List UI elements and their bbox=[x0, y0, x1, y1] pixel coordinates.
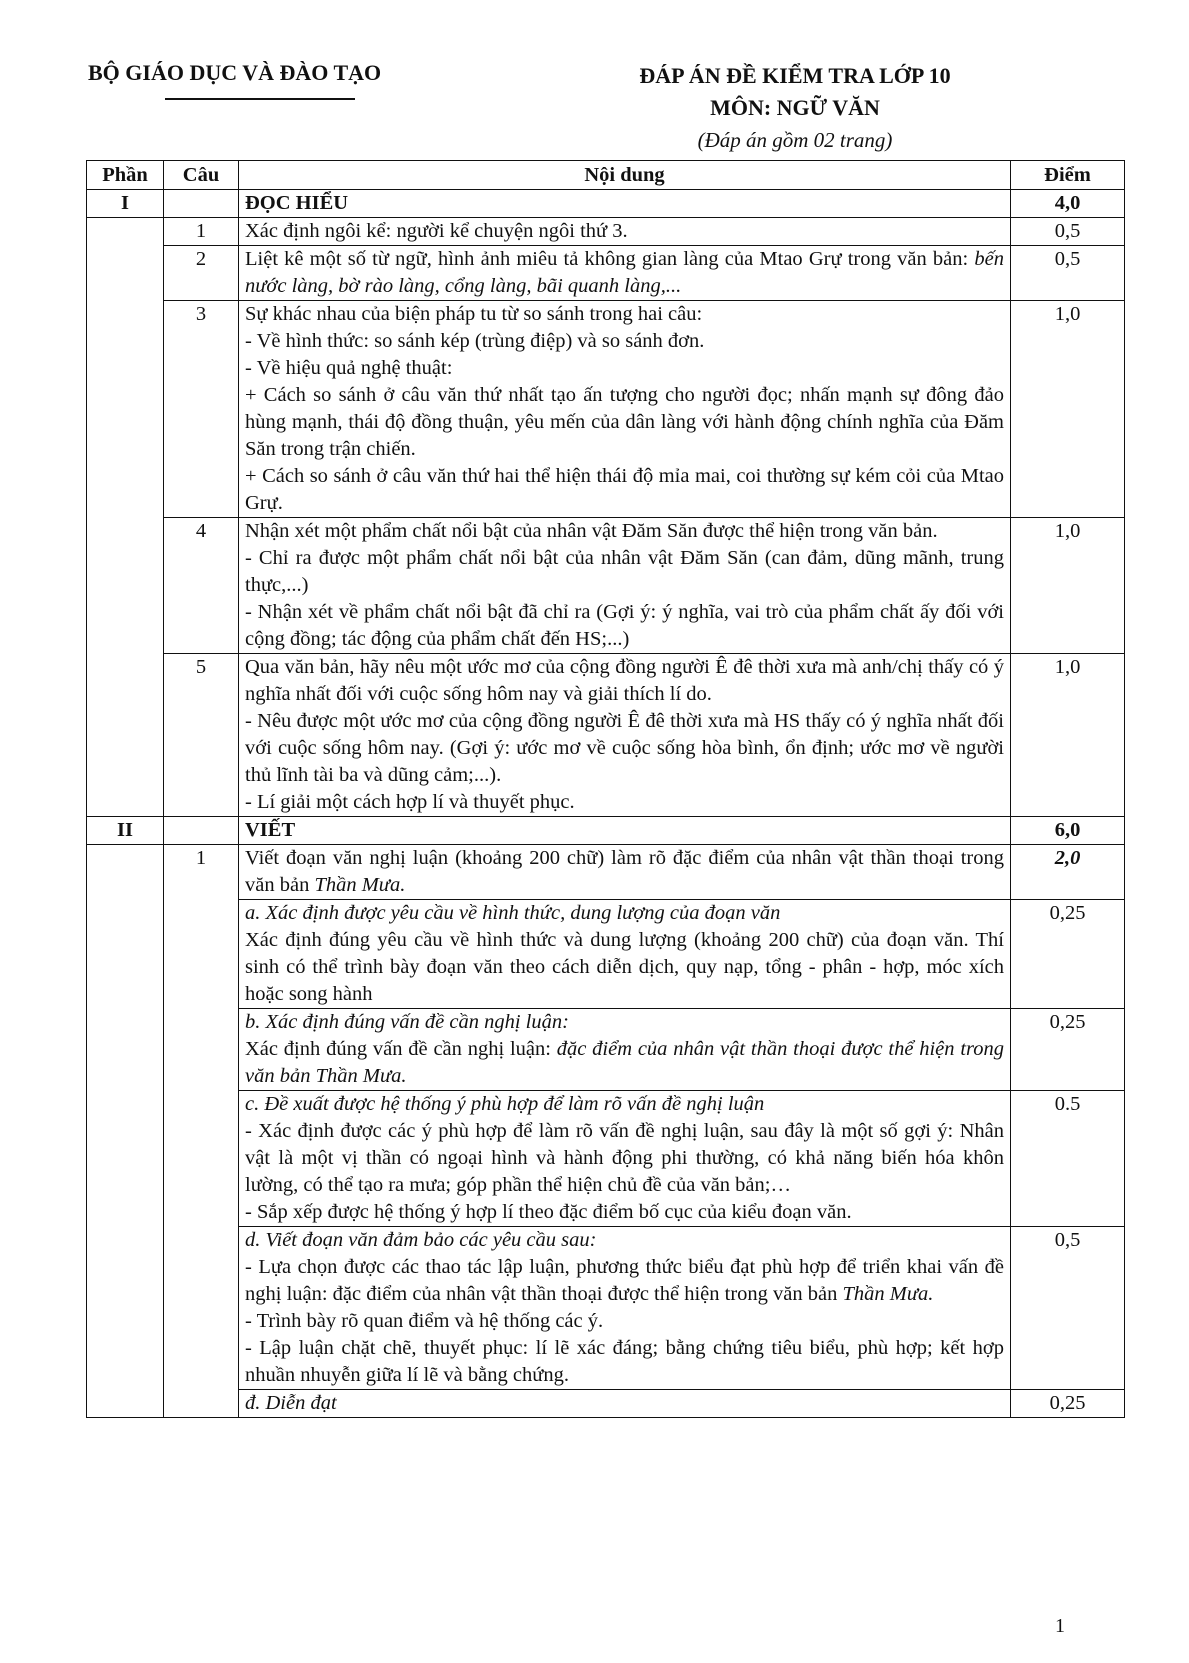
page-number: 1 bbox=[1055, 1615, 1065, 1637]
question-content: Liệt kê một số từ ngữ, hình ảnh miêu tả không gian làng của Mtao Grự trong văn bản: bến nước làng, bờ rào làng, cổng làng, bãi quanh làng,... bbox=[239, 246, 1011, 301]
table-row bbox=[87, 900, 1125, 1009]
answer-table bbox=[86, 160, 1125, 1418]
table-row bbox=[87, 1009, 1125, 1091]
table-row bbox=[87, 246, 1125, 301]
criterion-score: 0,25 bbox=[1011, 1009, 1125, 1091]
question-content: Xác định ngôi kể: người kể chuyện ngôi thứ 3. bbox=[239, 218, 1011, 246]
criterion-score: 0.5 bbox=[1011, 1091, 1125, 1227]
criterion-score: 0,25 bbox=[1011, 1390, 1125, 1418]
criterion-content: a. Xác định được yêu cầu về hình thức, dung lượng của đoạn văn Xác định đúng yêu cầu về hình thức và dung lượng (khoảng 200 chữ) của đoạn văn. Thí sinh có thể trình bày đoạn văn theo cách diễn dịch, quy nạp, tổng - phân - hợp, móc xích hoặc song hành bbox=[239, 900, 1011, 1009]
document-title: ĐÁP ÁN ĐỀ KIỂM TRA LỚP 10 bbox=[639, 63, 951, 88]
section-part: I bbox=[87, 190, 164, 218]
section-score: 6,0 bbox=[1011, 817, 1125, 845]
header-question: Câu bbox=[164, 161, 239, 190]
section-score: 4,0 bbox=[1011, 190, 1125, 218]
table-row bbox=[87, 1091, 1125, 1227]
section-title: ĐỌC HIỂU bbox=[239, 190, 1011, 218]
table-row bbox=[87, 518, 1125, 654]
question-score: 1,0 bbox=[1011, 518, 1125, 654]
criterion-score: 0,25 bbox=[1011, 900, 1125, 1009]
question-score: 0,5 bbox=[1011, 246, 1125, 301]
table-row bbox=[87, 218, 1125, 246]
section-title: VIẾT bbox=[239, 817, 1011, 845]
question-number: 1 bbox=[164, 218, 239, 246]
question-content: Sự khác nhau của biện pháp tu từ so sánh trong hai câu: - Về hình thức: so sánh kép (trùng điệp) và so sánh đơn. - Về hiệu quả nghệ thuật: + Cách so sánh ở câu văn thứ nhất tạo ấn tượng cho người đọc; nhấn mạnh sự đông đảo hùng mạnh, thái độ đồng thuận, yêu mến của dân làng với hành động chính nghĩa của Đăm Săn trong trận chiến. + Cách so sánh ở câu văn thứ hai thể hiện thái độ mỉa mai, coi thường sự kém cỏi của Mtao Grự. bbox=[239, 301, 1011, 518]
question-score: 0,5 bbox=[1011, 218, 1125, 246]
header-part: Phần bbox=[87, 161, 164, 190]
section-part: II bbox=[87, 817, 164, 845]
question-number: 2 bbox=[164, 246, 239, 301]
question-score: 1,0 bbox=[1011, 654, 1125, 817]
question-number: 5 bbox=[164, 654, 239, 817]
ministry-underline bbox=[165, 98, 355, 100]
question-content: Qua văn bản, hãy nêu một ước mơ của cộng đồng người Ê đê thời xưa mà anh/chị thấy có ý nghĩa nhất đối với cuộc sống hôm nay và giải thích lí do. - Nêu được một ước mơ của cộng đồng người Ê đê thời xưa mà HS thấy có ý nghĩa nhất đối với cuộc sống hôm nay. (Gợi ý: ước mơ về cuộc sống hòa bình, ổn định; ước mơ về người thủ lĩnh tài ba và dũng cảm;...). - Lí giải một cách hợp lí và thuyết phục. bbox=[239, 654, 1011, 817]
table-row bbox=[87, 301, 1125, 518]
question-number: 4 bbox=[164, 518, 239, 654]
table-row bbox=[87, 845, 1125, 900]
criterion-content: đ. Diễn đạt bbox=[239, 1390, 1011, 1418]
table-row bbox=[87, 654, 1125, 817]
header-content: Nội dung bbox=[239, 161, 1011, 190]
page-count-note: (Đáp án gồm 02 trang) bbox=[697, 128, 893, 152]
table-row bbox=[87, 1390, 1125, 1418]
question-number: 3 bbox=[164, 301, 239, 518]
question-score: 1,0 bbox=[1011, 301, 1125, 518]
table-row bbox=[87, 1227, 1125, 1390]
section-row-reading bbox=[87, 190, 1125, 218]
document-heading bbox=[600, 60, 990, 156]
question-score: 2,0 bbox=[1011, 845, 1125, 900]
question-content: Viết đoạn văn nghị luận (khoảng 200 chữ) làm rõ đặc điểm của nhân vật thần thoại trong văn bản Thần Mưa. bbox=[239, 845, 1011, 900]
subject-title: MÔN: NGỮ VĂN bbox=[710, 95, 880, 120]
question-number: 1 bbox=[164, 845, 239, 900]
criterion-content: b. Xác định đúng vấn đề cần nghị luận: Xác định đúng vấn đề cần nghị luận: đặc điểm của nhân vật thần thoại được thể hiện trong văn bản Thần Mưa. bbox=[239, 1009, 1011, 1091]
header-score: Điểm bbox=[1011, 161, 1125, 190]
question-content: Nhận xét một phẩm chất nổi bật của nhân vật Đăm Săn được thể hiện trong văn bản. - Chỉ ra được một phẩm chất nổi bật của nhân vật Đăm Săn (can đảm, dũng mãnh, trung thực,...) - Nhận xét về phẩm chất nổi bật đã chỉ ra (Gợi ý: ý nghĩa, vai trò của phẩm chất ấy đối với cộng đồng; tác động của phẩm chất đến HS;...) bbox=[239, 518, 1011, 654]
criterion-content: c. Đề xuất được hệ thống ý phù hợp để làm rõ vấn đề nghị luận - Xác định được các ý phù hợp để làm rõ vấn đề nghị luận, sau đây là một số gợi ý: Nhân vật là một vị thần có ngoại hình và hành động phi thường, có khả năng biến hóa khôn lường, có thể tạo ra mưa; góp phần thể hiện chủ đề của văn bản;… - Sắp xếp được hệ thống ý hợp lí theo đặc điểm bố cục của kiểu đoạn văn. bbox=[239, 1091, 1011, 1227]
ministry-name: BỘ GIÁO DỤC VÀ ĐÀO TẠO bbox=[88, 60, 382, 85]
table-header-row bbox=[87, 161, 1125, 190]
criterion-content: d. Viết đoạn văn đảm bảo các yêu cầu sau: - Lựa chọn được các thao tác lập luận, phương thức biểu đạt phù hợp để triển khai vấn đề nghị luận: đặc điểm của nhân vật thần thoại được thể hiện trong văn bản Thần Mưa. - Trình bày rõ quan điểm và hệ thống các ý. - Lập luận chặt chẽ, thuyết phục: lí lẽ xác đáng; bằng chứng tiêu biểu, phù hợp; kết hợp nhuần nhuyễn giữa lí lẽ và bằng chứng. bbox=[239, 1227, 1011, 1390]
section-row-writing bbox=[87, 817, 1125, 845]
criterion-score: 0,5 bbox=[1011, 1227, 1125, 1390]
